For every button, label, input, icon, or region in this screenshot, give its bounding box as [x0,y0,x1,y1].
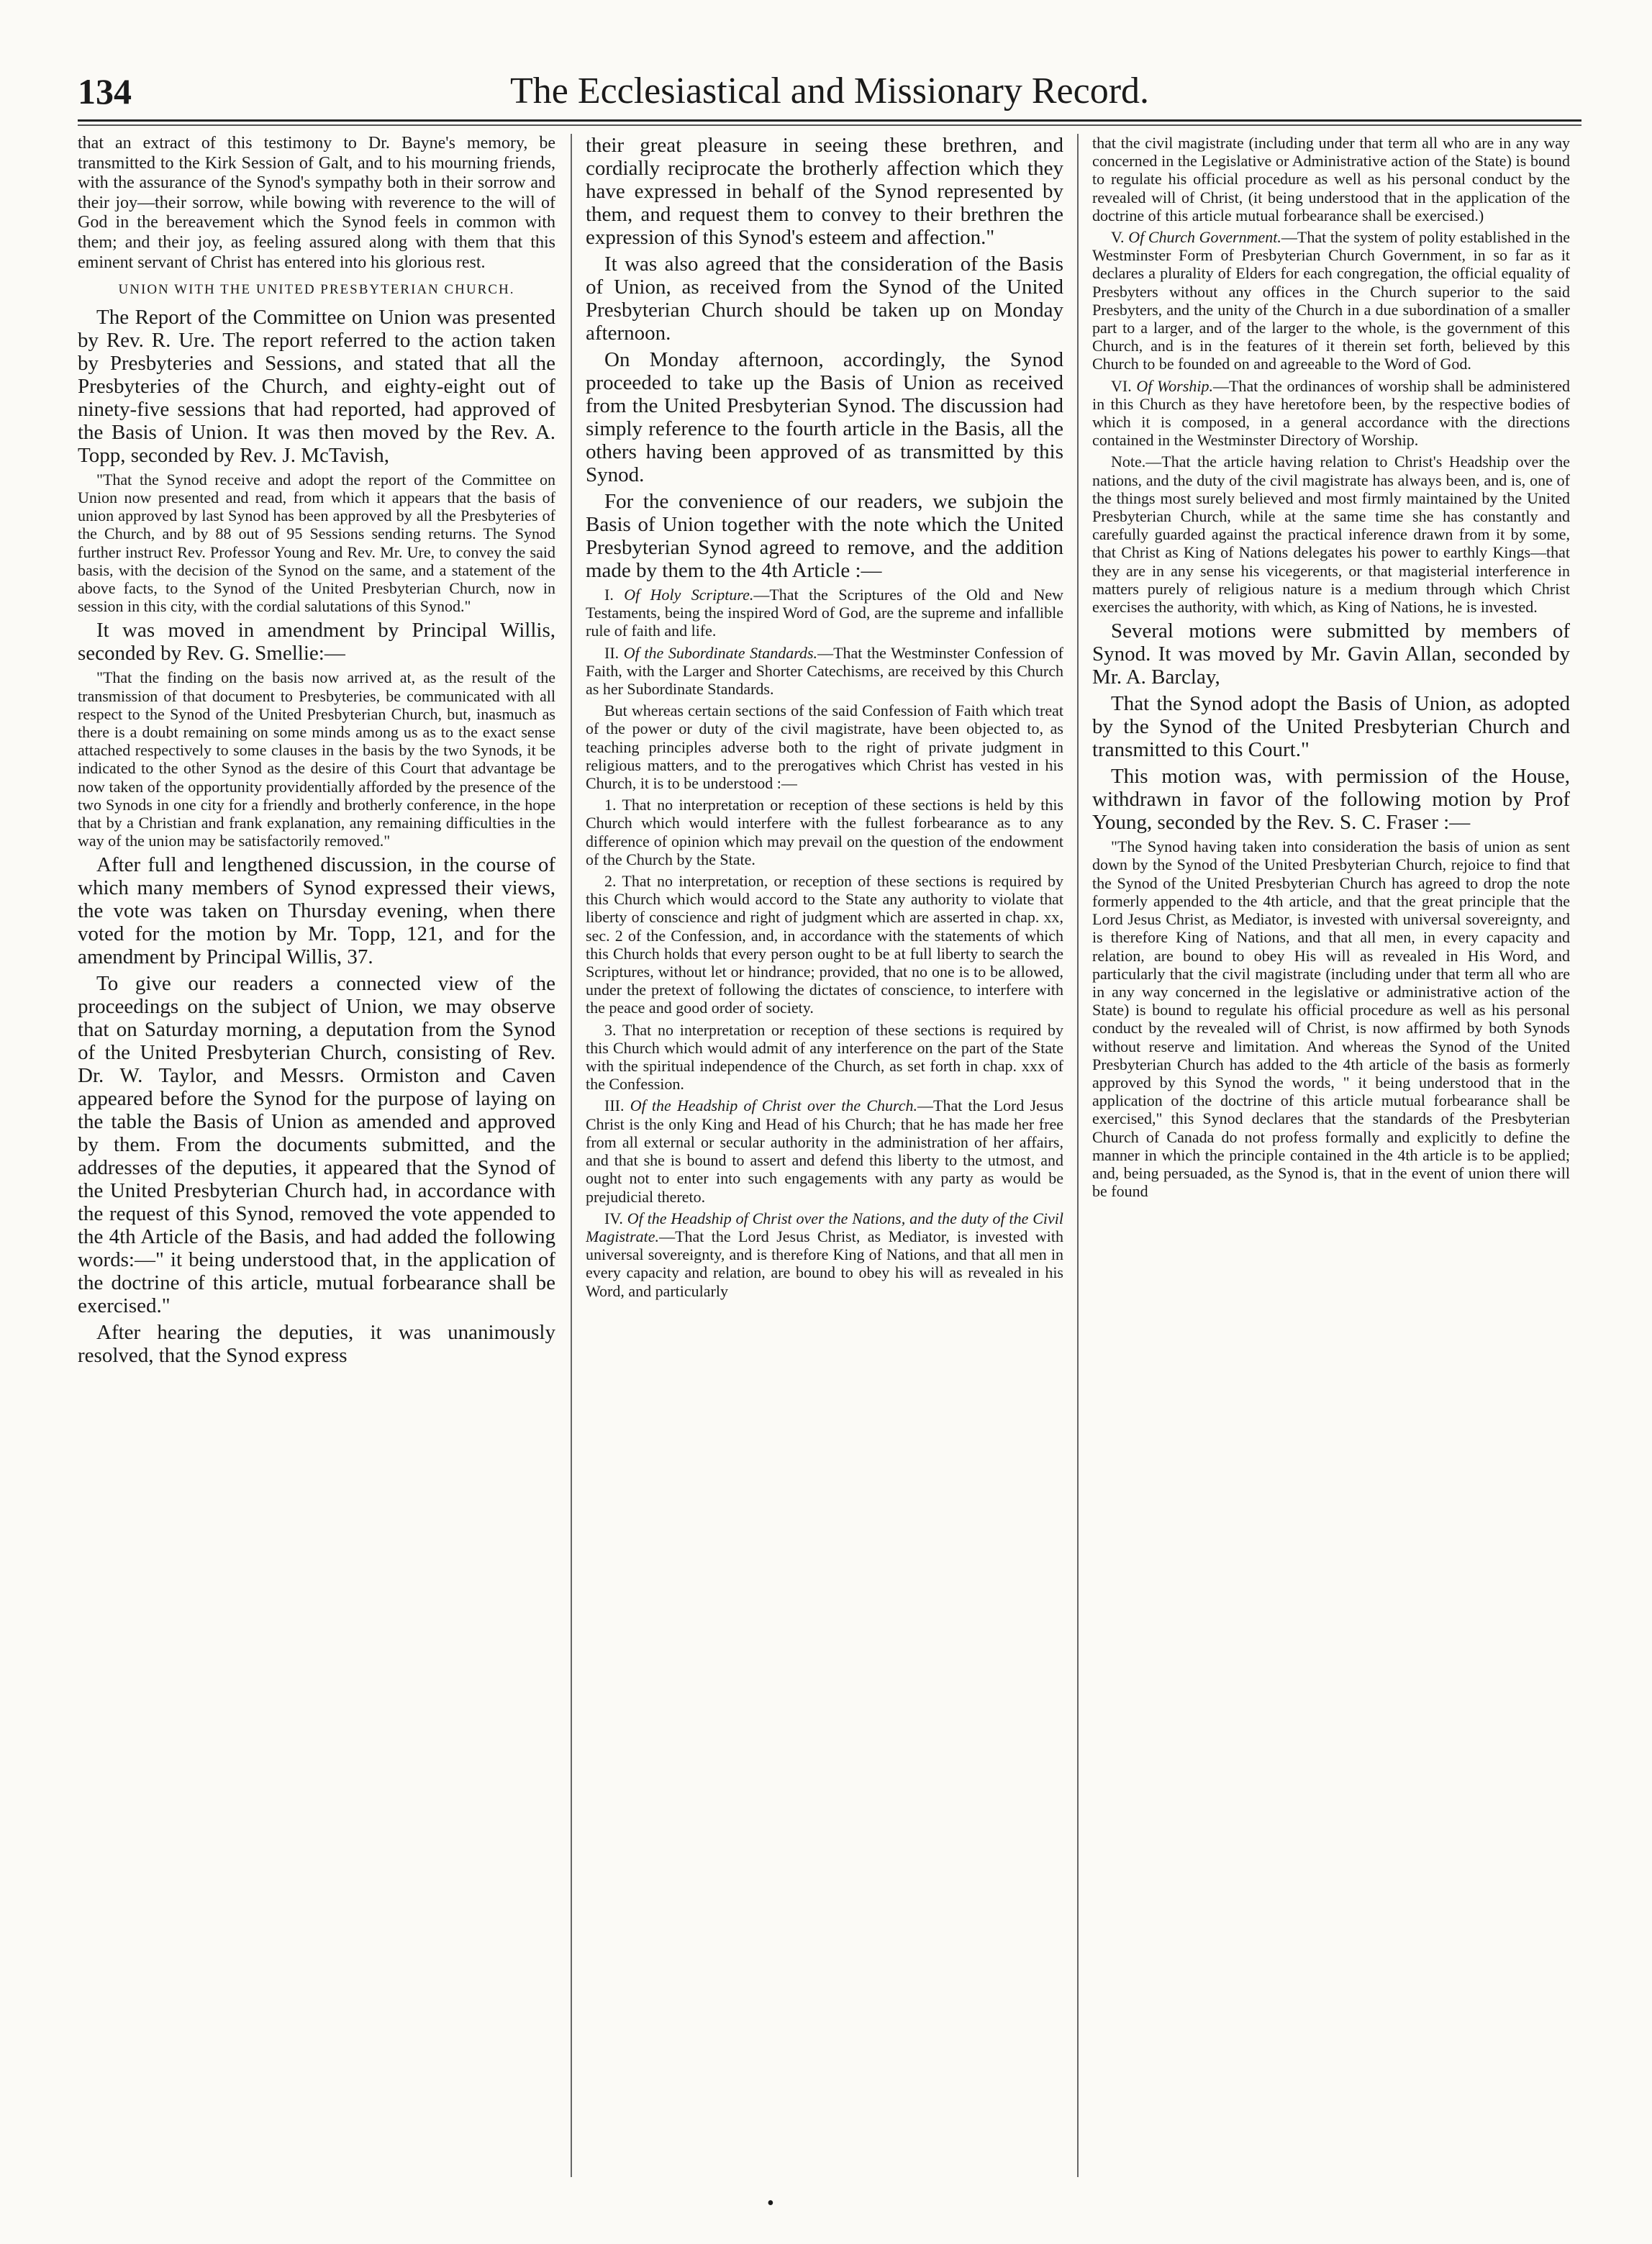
basis-article-3 [586,1096,1063,1205]
basis-article-4 [586,1209,1063,1300]
header-rule [78,119,1581,122]
numbered-clause: 1. That no interpretation or reception of these sections is held by this Church which would interfere with the fullest forbearance as to any difference of opinion which may prevail on the question of the endowment of the Church by the State. [586,796,1063,868]
numbered-clause: 3. That no interpretation or reception of these sections is required by this Church which would admit of any interference on the part of the State with the spiritual independence of the Church, as set forth in chap. xxx of the Confession. [586,1020,1063,1094]
basis-article-2 [586,644,1063,699]
paragraph: But whereas certain sections of the said Confession of Faith which treat of the power or duty of the civil magistrate, have been objected to, as teaching principles adverse both to the right of private judgment in religious matters, and to the prerogatives which Christ has vested in his Church, it is to be understood :— [586,701,1063,793]
article-title: Of Church Government. [1128,228,1281,247]
paragraph: that the civil magistrate (including under that term all who are in any way concerned in the Legislative or Administrative action of the State) is bound to regulate his official procedure as well as his personal conduct by the revealed will of Christ, (it being understood that in the application of the doctrine of this article mutual forbearance shall be exercised.) [1092,134,1570,224]
paragraph: After full and lengthened discussion, in the course of which many members of Synod expressed their views, the vote was taken on Thursday evening, when there voted for the motion by Mr. Topp, 121, and for the amendment by Principal Willis, 37. [78,853,555,969]
basis-article-5 [1092,228,1570,373]
paragraph: It was also agreed that the consideration of the Basis of Union, as received from the Synod of the United Presbyterian Church should be taken up on Monday afternoon. [586,253,1063,345]
page-number: 134 [78,71,132,112]
article-title: Of the Headship of Christ over the Church. [630,1096,918,1115]
basis-article-6 [1092,377,1570,450]
quoted-motion: "The Synod having taken into consideration the basis of union as sent down by the Synod of the United Presbyterian Church, rejoice to find that the Synod of the United Presbyterian Church has agreed to drop the note formerly appended to the 4th article, and that the great principle that the Lord Jesus Christ, as Mediator, is invested with universal sovereignty, and is therefore King of Nations, and that all men, in every capacity and relation, are bound to obey His will as revealed in His Word, and particularly that the civil magistrate (including under that term all who are in any way concerned in the legislative or administrative action of the State) is bound to regulate his official procedure as well as his personal conduct by the revealed will of Christ, is now affirmed by both Synods without reserve and limitation. And whereas the Synod of the United Presbyterian Church has added to the 4th article of the basis as formerly approved by this Synod the words, " it being understood that in the application of the doctrine of this article mutual forbearance shall be exercised," this Synod declares that the standards of the Presbyterian Church of Canada do not profess formally and explicitly to define the manner in which the principle contained in the 4th article is to be applied; and, being persuaded, as the Synod is, that in the event of union there will be found [1092,837,1570,1201]
article-text: —That the Lord Jesus Christ, as Mediator, is invested with universal sovereignty, and is therefore King of Nations, and that all men in every capacity and relation, are bound to obey his will as revealed in his Word, and particularly [586,1227,1063,1300]
paragraph: It was moved in amendment by Principal Willis, seconded by Rev. G. Smellie:— [78,619,555,666]
paragraph: That the Synod adopt the Basis of Union, as adopted by the Synod of the United Presbyterian Church and transmitted to this Court." [1092,692,1570,762]
header-rule-thin [78,124,1581,126]
article-text: —That the system of polity established in the Westminster Form of Presbyterian Church Government, in so far as it declares a plurality of Elders for each congregation, the official equality of Presbyters without any offices in the Church superior to the said Presbyters, and the unity of the Church in a due subordination of a smaller part to a larger, and of the larger to the whole, is the government of this Church, and is in the features of it therein set forth, believed by this Church to be founded on and agreeable to the Word of God. [1092,228,1570,373]
quoted-motion: "That the Synod receive and adopt the report of the Committee on Union now presented and read, from which it appears that the basis of union approved by last Synod has been approved by all the Presbyteries of the Church, and by 88 out of 95 Sessions sending returns. The Synod further instruct Rev. Professor Young and Rev. Mr. Ure, to convey the said basis, with the decision of the Synod on the same, and a statement of the above facts, to the Synod of the United Presbyterian Church, now in session in this city, with the cordial salutations of this Synod." [78,470,555,616]
article-text: —That the Scriptures of the Old and New Testaments, being the inspired Word of God, are the supreme and infallible rule of faith and life. [586,586,1063,640]
paragraph: their great pleasure in seeing these brethren, and cordially reciprocate the brotherly affection which they have expressed in behalf of the Synod represented by them, and request them to convey to their brethren the expression of this Synod's esteem and affection." [586,134,1063,249]
note-label: Note. [1111,453,1146,471]
paragraph: This motion was, with permission of the House, withdrawn in favor of the following motion by Prof Young, seconded by the Rev. S. C. Fraser :— [1092,765,1570,835]
article-title: Of the Subordinate Standards. [623,643,818,662]
article-text: —That the ordinances of worship shall be administered in this Church as they have heretofore been, by the respective bodies of which it is composed, in a general accordance with the directions contained in the Westminster Directory of Worship. [1092,376,1570,450]
article-number: II. [604,643,620,662]
article-title: Of Holy Scripture. [624,586,754,604]
paragraph: After hearing the deputies, it was unanimously resolved, that the Synod express [78,1321,555,1368]
journal-title: The Ecclesiastical and Missionary Record. [509,71,1150,112]
paragraph: The Report of the Committee on Union was presented by Rev. R. Ure. The report referred to the action taken by Presbyteries and Sessions, and stated that all the Presbyteries of the Church, and eighty-eight out of ninety-five sessions that had reported, had approved of the Basis of Union. It was then moved by the Rev. A. Topp, seconded by Rev. J. McTavish, [78,305,555,467]
article-number: I. [604,586,614,604]
article-number: III. [604,1096,625,1115]
paragraph: Several motions were submitted by members of Synod. It was moved by Mr. Gavin Allan, seconded by Mr. A. Barclay, [1092,619,1570,689]
running-header [78,66,1581,117]
paragraph: On Monday afternoon, accordingly, the Synod proceeded to take up the Basis of Union as received from the United Presbyterian Synod. The discussion had simply reference to the fourth article in the Basis, all the others having been approved of as transmitted by this Synod. [586,348,1063,486]
article-text: —That the Lord Jesus Christ is the only King and Head of his Church; that he has made her free from all external or secular authority in the administration of her affairs, and that she is bound to assert and defend this liberty to the utmost, and ought not to enter into such engagements with any party as would be prejudicial thereto. [586,1096,1063,1206]
article-number: VI. [1111,376,1132,395]
article-title: Of Worship. [1136,376,1214,395]
column-right [1092,134,1570,2177]
section-heading: UNION WITH THE UNITED PRESBYTERIAN CHURCH. [118,282,515,298]
paragraph: To give our readers a connected view of the proceedings on the subject of Union, we may observe that on Saturday morning, a deputation from the Synod of the United Presbyterian Church, consisting of Rev. Dr. W. Taylor, and Messrs. Ormiston and Caven appeared before the Synod for the purpose of laying on the table the Basis of Union as amended and approved by them. From the documents submitted, and the addresses of the deputies, it appeared that the Synod of the United Presbyterian Church had, in accordance with the request of this Synod, removed the vote appended to the 4th Article of the Basis, and had added the following words:—" it being understood that, in the application of the doctrine of this article, mutual forbearance shall be exercised." [78,972,555,1318]
paragraph: that an extract of this testimony to Dr. Bayne's memory, be transmitted to the Kirk Session of Galt, and to his mourning friends, with the assurance of the Synod's sympathy both in their sorrow and their joy—their sorrow, while bowing with reverence to the will of God in the bereavement which the Synod feels in common with them; and their joy, as feeling assured along with them that this eminent servant of Christ has entered into his glorious rest. [78,134,555,272]
numbered-clause: 2. That no interpretation, or reception of these sections is required by this Church which would accord to the State any authority to violate that liberty of conscience and right of judgment which are asserted in chap. xx, sec. 2 of the Confession, and, in accordance with the statements of which this Church holds that every person ought to be at full liberty to search the Scriptures, without let or hindrance; provided, that no one is to be allowed, under the pretext of following the dictates of conscience, to interfere with the peace and good order of society. [586,872,1063,1017]
article-number: IV. [604,1209,623,1227]
column-middle [586,134,1063,2177]
basis-article-1 [586,586,1063,640]
article-text: —That the Westminster Confession of Faith, with the Larger and Shorter Catechisms, are received by this Church as her Subordinate Standards. [586,643,1063,699]
quoted-amendment: "That the finding on the basis now arrived at, as the result of the transmission of that document to Presbyteries, be communicated with all respect to the Synod of the United Presbyterian Church, but, inasmuch as there is a doubt remaining on some minds among us as to the exact sense attached respectively to some clauses in the basis by the two Synods, it be indicated to the other Synod as the desire of this Court that advantage be now taken of the opportunity providentially afforded by the presence of the two Synods in one city for a friendly and brotherly conference, in the hope that by a Christian and frank explanation, any remaining difficulties in the way of the union may be satisfactorily removed." [78,668,555,850]
note-text: —That the article having relation to Christ's Headship over the nations, and the duty of the civil magistrate has always been, and is, one of the things most surely believed and most firmly maintained by the United Presbyterian Church, while at the same time she has constantly and carefully guarded against the practical inference drawn from it by some, that Christ as King of Nations delegates his power to earthly Kings—that they are in any sense his vicegerents, or that magisterial interference in matters purely of religious nature is a medium through which Christ exercises the authority, with which, as King of Nations, he is invested. [1092,453,1570,617]
note-paragraph [1092,453,1570,616]
paragraph: For the convenience of our readers, we subjoin the Basis of Union together with the note which the United Presbyterian Synod agreed to remove, and the addition made by them to the 4th Article :— [586,490,1063,582]
column-divider [571,134,572,2177]
article-title: Of the Headship of Christ over the Nations, and the duty of the Civil Magistrate. [586,1209,1063,1245]
column-left [78,134,555,2177]
article-number: V. [1111,228,1125,247]
column-divider [1077,134,1079,2177]
footer-mark: • [767,2192,774,2215]
